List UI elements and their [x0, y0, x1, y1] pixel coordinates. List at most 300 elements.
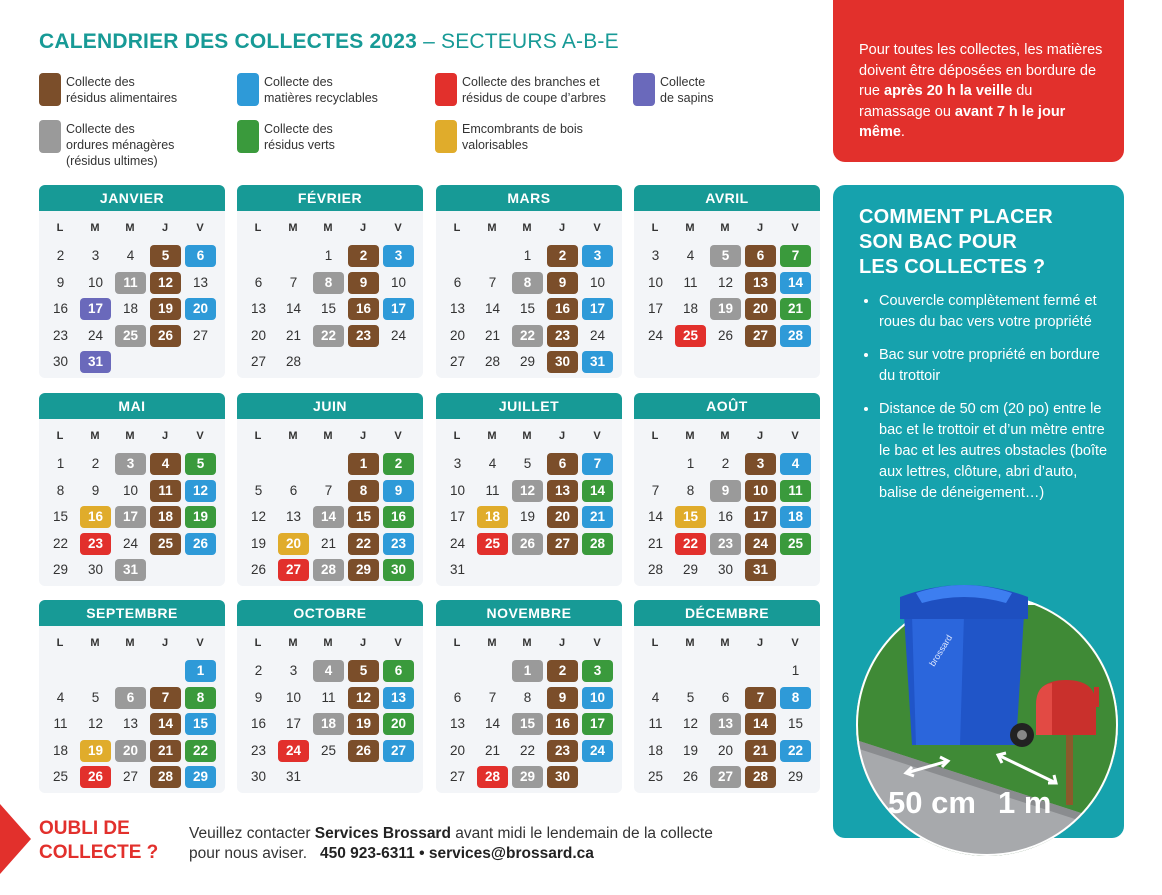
calendar-day: 18 [52, 742, 69, 758]
calendar-day-food: 9 [348, 272, 379, 294]
calendar-day-recycle: 23 [383, 533, 414, 555]
legend-swatch [237, 73, 259, 106]
calendar-day-recycle: 27 [383, 740, 414, 762]
calendar-day-garbage: 14 [313, 506, 344, 528]
calendar-day: 27 [122, 769, 139, 784]
calendar-day-food: 16 [547, 713, 578, 735]
calendar-day-recycle: 28 [780, 325, 811, 347]
calendar-day-food: 28 [745, 766, 776, 788]
weekday-label: J [558, 637, 566, 649]
calendar-day: 27 [192, 327, 209, 343]
calendar-day: 11 [683, 274, 698, 290]
legend-item-green [237, 120, 335, 153]
calendar-day-garbage: 18 [313, 713, 344, 735]
legend-swatch [435, 73, 457, 106]
calendar-day: 21 [484, 327, 501, 343]
calendar-day-food: 9 [547, 687, 578, 709]
calendar-day-recycle: 1 [185, 660, 216, 682]
weekday-label: M [90, 637, 100, 649]
weekday-label: L [254, 222, 262, 234]
calendar-day-trees: 31 [80, 351, 111, 373]
calendar-day-food: 2 [547, 660, 578, 682]
calendar-day-garbage: 26 [512, 533, 543, 555]
calendar-day-green: 21 [780, 298, 811, 320]
calendar-day: 20 [250, 327, 267, 343]
calendar-day-branches: 24 [278, 740, 309, 762]
legend-label: Collecte des ordures ménagères (résidus ultimes) [66, 122, 175, 168]
calendar-day: 31 [285, 769, 302, 784]
calendar-day-food: 2 [348, 245, 379, 267]
legend-item-trees [633, 73, 714, 106]
calendar-day-green: 22 [185, 740, 216, 762]
calendar-day: 16 [717, 509, 734, 524]
weekday-label: M [323, 222, 333, 234]
month-12 [634, 600, 820, 793]
weekday-label: L [651, 430, 659, 442]
weekday-header [39, 430, 225, 444]
calendar-day: 1 [686, 456, 695, 471]
calendar-day: 1 [791, 663, 800, 678]
weekday-label: V [791, 222, 799, 234]
calendar-day: 17 [647, 301, 664, 316]
calendar-day: 10 [449, 482, 466, 498]
weekday-label: L [254, 637, 262, 649]
calendar-day-garbage: 9 [710, 480, 741, 502]
svg-text:1 m: 1 m [998, 785, 1052, 820]
calendar-day: 9 [56, 274, 65, 290]
calendar-day: 16 [52, 301, 69, 316]
month-name: FÉVRIER [237, 185, 423, 211]
calendar-day-food: 17 [745, 506, 776, 528]
calendar-day: 19 [250, 535, 267, 551]
calendar-day-recycle: 3 [582, 245, 613, 267]
calendar-day-garbage: 22 [512, 325, 543, 347]
calendar-day-recycle: 26 [185, 533, 216, 555]
deposit-notice: Pour toutes les collectes, les matières doivent être déposées en bordure de rue après 20 h la veille du ramassage ou avant 7 h le jour même. [833, 0, 1124, 162]
calendar-day-food: 27 [547, 533, 578, 555]
month-11 [436, 600, 622, 793]
calendar-day-food: 10 [745, 480, 776, 502]
month-name: DÉCEMBRE [634, 600, 820, 626]
weekday-label: M [125, 430, 135, 442]
weekday-label: M [288, 222, 298, 234]
calendar-day-food: 2 [547, 245, 578, 267]
legend-label: Emcombrants de bois valorisables [462, 122, 583, 152]
calendar-day: 19 [682, 742, 699, 758]
weekday-label: M [720, 430, 730, 442]
calendar-day: 6 [453, 274, 462, 290]
calendar-day: 3 [289, 663, 298, 678]
calendar-day-garbage: 25 [115, 325, 146, 347]
calendar-day: 4 [686, 248, 695, 263]
calendar-day: 15 [787, 716, 804, 731]
weekday-label: J [756, 637, 764, 649]
calendar-day-recycle: 15 [185, 713, 216, 735]
weekday-label: L [453, 637, 461, 649]
calendar-day-green: 14 [582, 480, 613, 502]
calendar-day-recycle: 24 [582, 740, 613, 762]
calendar-day: 29 [682, 562, 699, 577]
calendar-day-garbage: 20 [115, 740, 146, 762]
calendar-day-food: 16 [547, 298, 578, 320]
calendar-day-food: 6 [745, 245, 776, 267]
calendar-day: 2 [721, 456, 730, 471]
month-name: MAI [39, 393, 225, 419]
weekday-label: M [685, 222, 695, 234]
month-6 [237, 393, 423, 586]
calendar-day: 21 [484, 742, 501, 758]
calendar-day-branches: 26 [80, 766, 111, 788]
calendar-day-bulky: 15 [675, 506, 706, 528]
weekday-label: J [161, 637, 169, 649]
calendar-day-branches: 25 [477, 533, 508, 555]
calendar-day-recycle: 18 [780, 506, 811, 528]
calendar-day: 11 [321, 689, 336, 705]
calendar-day: 15 [320, 301, 337, 316]
calendar-day-food: 9 [547, 272, 578, 294]
calendar-day: 8 [686, 482, 695, 498]
calendar-day: 14 [647, 509, 664, 524]
weekday-label: M [522, 430, 532, 442]
calendar-day: 24 [87, 327, 104, 343]
weekday-header [237, 430, 423, 444]
calendar-day: 10 [589, 274, 606, 290]
calendar-day-food: 26 [150, 325, 181, 347]
calendar-day-garbage: 4 [313, 660, 344, 682]
calendar-day-food: 13 [745, 272, 776, 294]
list-item: • Couvercle complètement fermé et roues du bac vers votre propriété [879, 291, 1111, 333]
legend-swatch [633, 73, 655, 106]
calendar-day: 25 [320, 742, 337, 758]
calendar-day: 22 [52, 535, 69, 551]
calendar-day-recycle: 10 [582, 687, 613, 709]
calendar-day-garbage: 12 [512, 480, 543, 502]
weekday-label: V [593, 430, 601, 442]
legend-label: Collecte des résidus alimentaires [66, 75, 178, 105]
calendar-day-green: 28 [582, 533, 613, 555]
weekday-label: L [56, 637, 64, 649]
calendar-day: 21 [285, 327, 302, 343]
calendar-day: 24 [122, 535, 139, 551]
calendar-day: 12 [250, 509, 267, 524]
calendar-day-green: 25 [780, 533, 811, 555]
calendar-day-food: 7 [745, 687, 776, 709]
calendar-day-garbage: 11 [115, 272, 146, 294]
calendar-day-green: 2 [383, 453, 414, 475]
calendar-day-garbage: 8 [313, 272, 344, 294]
calendar-day-recycle: 8 [780, 687, 811, 709]
calendar-day: 13 [192, 274, 209, 290]
calendar-day: 4 [126, 248, 135, 263]
calendar-day-food: 24 [745, 533, 776, 555]
calendar-day: 30 [52, 354, 69, 369]
corner-triangle [0, 804, 31, 874]
calendar-day-branches: 27 [278, 559, 309, 581]
calendar-day-garbage: 8 [512, 272, 543, 294]
weekday-label: V [593, 222, 601, 234]
calendar-day: 6 [721, 689, 730, 705]
calendar-day-recycle: 4 [780, 453, 811, 475]
calendar-day: 2 [56, 248, 65, 263]
calendar-day: 13 [449, 301, 466, 316]
calendar-day: 4 [56, 689, 65, 705]
weekday-label: V [394, 637, 402, 649]
calendar-day: 14 [484, 716, 501, 731]
legend-swatch [435, 120, 457, 153]
legend-label: Collecte de sapins [660, 75, 714, 105]
weekday-header [436, 637, 622, 651]
weekday-label: J [756, 430, 764, 442]
month-9 [39, 600, 225, 793]
legend-item-branches [435, 73, 606, 106]
calendar-day-bulky: 19 [80, 740, 111, 762]
weekday-header [436, 430, 622, 444]
calendar-day-food: 28 [150, 766, 181, 788]
recycling-bin-icon [900, 585, 1034, 747]
calendar-day-garbage: 29 [512, 766, 543, 788]
calendar-day: 21 [320, 535, 337, 551]
calendar-day: 30 [717, 562, 734, 577]
calendar-day-food: 30 [547, 766, 578, 788]
month-7 [436, 393, 622, 586]
weekday-label: J [359, 222, 367, 234]
month-name: OCTOBRE [237, 600, 423, 626]
calendar-day-trees: 17 [80, 298, 111, 320]
calendar-day-green: 3 [582, 660, 613, 682]
bin-placement-title: COMMENT PLACER SON BAC POUR LES COLLECTES ? [859, 206, 1053, 278]
calendar-day-food: 21 [745, 740, 776, 762]
calendar-day-recycle: 17 [582, 298, 613, 320]
calendar-day-food: 31 [745, 559, 776, 581]
calendar-day: 13 [285, 509, 302, 524]
calendar-day: 19 [519, 509, 536, 524]
calendar-day: 2 [91, 456, 100, 471]
calendar-day-recycle: 14 [780, 272, 811, 294]
legend-label: Collecte des branches et résidus de coupe d’arbres [462, 75, 606, 105]
weekday-label: L [651, 222, 659, 234]
month-8 [634, 393, 820, 586]
calendar-day: 8 [56, 482, 65, 498]
calendar-day-food: 7 [150, 687, 181, 709]
calendar-day-food: 18 [150, 506, 181, 528]
calendar-day: 11 [485, 482, 500, 498]
calendar-day: 1 [324, 248, 333, 263]
calendar-day-food: 26 [348, 740, 379, 762]
month-2 [237, 185, 423, 378]
legend-swatch [39, 73, 61, 106]
calendar-day-garbage: 13 [710, 713, 741, 735]
calendar-day-garbage: 1 [512, 660, 543, 682]
calendar-day-food: 23 [547, 740, 578, 762]
weekday-header [634, 222, 820, 236]
calendar-day-food: 8 [348, 480, 379, 502]
weekday-label: M [288, 430, 298, 442]
weekday-label: M [125, 637, 135, 649]
month-3 [436, 185, 622, 378]
calendar-day-branches: 28 [477, 766, 508, 788]
list-item: • Bac sur votre propriété en bordure du trottoir [879, 345, 1111, 387]
calendar-day: 8 [523, 689, 532, 705]
weekday-label: L [56, 430, 64, 442]
calendar-day-garbage: 31 [115, 559, 146, 581]
month-10 [237, 600, 423, 793]
calendar-day: 14 [484, 301, 501, 316]
calendar-day-food: 16 [348, 298, 379, 320]
calendar-day: 21 [647, 535, 664, 551]
calendar-day-food: 23 [547, 325, 578, 347]
calendar-day-recycle: 3 [383, 245, 414, 267]
calendar-day-recycle: 12 [185, 480, 216, 502]
calendar-day: 15 [519, 301, 536, 316]
email-link[interactable]: services@brossard.ca [428, 845, 594, 862]
calendar-day-food: 25 [150, 533, 181, 555]
calendar-day: 7 [488, 689, 497, 705]
calendar-day: 10 [285, 689, 302, 705]
calendar-day-green: 16 [383, 506, 414, 528]
calendar-day-bulky: 18 [477, 506, 508, 528]
calendar-day-food: 21 [150, 740, 181, 762]
legend-label: Collecte des matières recyclables [264, 75, 378, 105]
calendar-day: 24 [449, 535, 466, 551]
calendar-day-green: 17 [582, 713, 613, 735]
month-name: JUILLET [436, 393, 622, 419]
calendar-day: 26 [250, 562, 267, 577]
calendar-day: 6 [289, 482, 298, 498]
calendar-day: 27 [449, 354, 466, 369]
calendar-day-branches: 22 [675, 533, 706, 555]
calendar-day: 23 [250, 742, 267, 758]
weekday-label: V [394, 430, 402, 442]
weekday-header [634, 637, 820, 651]
weekday-label: M [487, 222, 497, 234]
calendar-day: 29 [52, 562, 69, 577]
calendar-day: 20 [449, 327, 466, 343]
calendar-day-green: 5 [185, 453, 216, 475]
calendar-day-food: 20 [547, 506, 578, 528]
calendar-day: 5 [91, 689, 100, 705]
calendar-day: 24 [390, 327, 407, 343]
list-item: • Distance de 50 cm (20 po) entre le bac et le trottoir et d’un mètre entre le bac et les autres obstacles (boîte aux lettres, clôture, abri d’auto, balise de déneigement…) [879, 399, 1111, 504]
weekday-label: J [558, 430, 566, 442]
calendar-day-food: 20 [745, 298, 776, 320]
calendar-day: 26 [682, 769, 699, 784]
calendar-day-food: 6 [547, 453, 578, 475]
svg-text:brossard: brossard [927, 633, 955, 669]
month-name: NOVEMBRE [436, 600, 622, 626]
calendar-day: 11 [53, 716, 68, 731]
calendar-day-garbage: 27 [710, 766, 741, 788]
calendar-day: 16 [250, 716, 267, 731]
calendar-day-food: 3 [745, 453, 776, 475]
calendar-day-garbage: 5 [710, 245, 741, 267]
calendar-day-bulky: 16 [80, 506, 111, 528]
calendar-day: 31 [449, 562, 466, 577]
legend-swatch [237, 120, 259, 153]
calendar-day: 13 [449, 716, 466, 731]
legend-item-garbage [39, 120, 174, 169]
calendar-day-bulky: 20 [278, 533, 309, 555]
calendar-day: 7 [289, 274, 298, 290]
bin-placement-illustration [856, 575, 1118, 875]
weekday-header [634, 430, 820, 444]
calendar-day: 12 [717, 274, 734, 290]
calendar-day: 10 [390, 274, 407, 290]
calendar-day: 4 [651, 689, 660, 705]
missed-collection-heading: OUBLI DE COLLECTE ? [39, 818, 159, 863]
calendar-day-branches: 25 [675, 325, 706, 347]
calendar-day: 14 [285, 301, 302, 316]
legend-item-food [39, 73, 177, 106]
bin-placement-list [861, 291, 1111, 516]
calendar-day: 22 [519, 742, 536, 758]
calendar-day-food: 12 [150, 272, 181, 294]
weekday-header [39, 637, 225, 651]
calendar-day-branches: 23 [80, 533, 111, 555]
weekday-label: M [720, 222, 730, 234]
calendar-day-recycle: 21 [582, 506, 613, 528]
calendar-day: 9 [91, 482, 100, 498]
weekday-label: M [288, 637, 298, 649]
calendar-day-recycle: 17 [383, 298, 414, 320]
weekday-label: J [359, 430, 367, 442]
page-title: CALENDRIER DES COLLECTES 2023 – SECTEURS A-B-E [39, 30, 619, 53]
weekday-label: M [685, 430, 695, 442]
weekday-label: V [196, 637, 204, 649]
calendar-day-garbage: 23 [710, 533, 741, 555]
calendar-day-recycle: 13 [383, 687, 414, 709]
month-name: AOÛT [634, 393, 820, 419]
calendar-day-food: 4 [150, 453, 181, 475]
calendar-day-green: 30 [383, 559, 414, 581]
calendar-day: 13 [250, 301, 267, 316]
calendar-day: 28 [285, 354, 302, 369]
calendar-day: 10 [647, 274, 664, 290]
calendar-day-garbage: 19 [710, 298, 741, 320]
calendar-day-food: 15 [348, 506, 379, 528]
legend-item-recycle [237, 73, 378, 106]
calendar-day-food: 14 [150, 713, 181, 735]
calendar-day-garbage: 17 [115, 506, 146, 528]
calendar-day-recycle: 7 [582, 453, 613, 475]
calendar-day: 17 [285, 716, 302, 731]
phone-number[interactable]: 450 923-6311 [319, 845, 415, 862]
calendar-day: 18 [682, 301, 699, 316]
calendar-day-food: 27 [745, 325, 776, 347]
weekday-label: L [651, 637, 659, 649]
weekday-label: V [791, 430, 799, 442]
calendar-day-food: 19 [150, 298, 181, 320]
weekday-label: L [254, 430, 262, 442]
calendar-day-food: 22 [348, 533, 379, 555]
calendar-day-green: 8 [185, 687, 216, 709]
calendar-day-food: 5 [150, 245, 181, 267]
calendar-day: 5 [686, 689, 695, 705]
calendar-day: 1 [523, 248, 532, 263]
weekday-label: M [90, 222, 100, 234]
calendar-day: 7 [488, 274, 497, 290]
calendar-day-food: 23 [348, 325, 379, 347]
calendar-day-garbage: 15 [512, 713, 543, 735]
calendar-day: 25 [52, 769, 69, 784]
calendar-day: 18 [122, 301, 139, 316]
weekday-label: L [453, 222, 461, 234]
weekday-label: J [359, 637, 367, 649]
weekday-label: M [90, 430, 100, 442]
calendar-day-green: 19 [185, 506, 216, 528]
calendar-day: 5 [523, 456, 532, 471]
calendar-day-recycle: 6 [185, 245, 216, 267]
calendar-day: 24 [647, 327, 664, 343]
